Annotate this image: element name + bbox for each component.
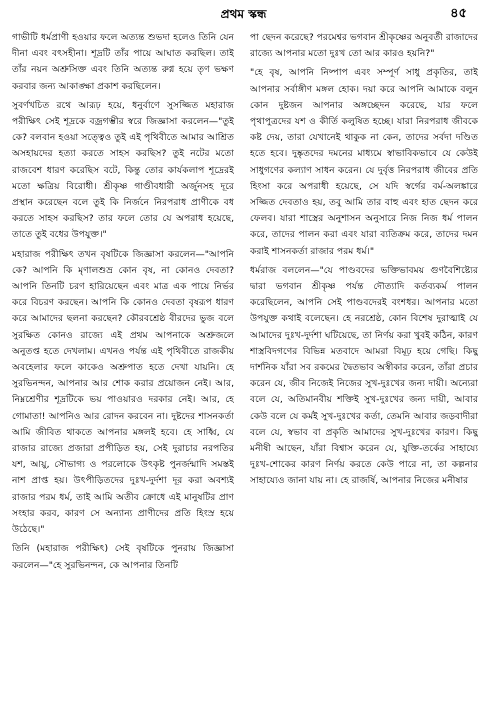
left-column [12, 30, 234, 706]
paragraph: ধর্মরাজ বললেন—"যে পাণ্ডবদের ভক্তিভাবময় গুণবৈশিষ্ট্যের দ্বারা ভগবান শ্রীকৃষ্ণ পর্যন্ত দৌত্যাদি কর্তব্যকর্ম পালন করেছিলেন, আপনি সেই পাণ্ডবদেরই বংশধর। আপনার মতো উপযুক্ত কথাই বলেছেন। হে নরশ্রেষ্ঠ, কোন বিশেষ দুরাত্মাই যে আমাদের দুঃখ-দুর্দশা ঘটিয়েছে, তা নির্ণয় করা খুবই কঠিন, কারণ শাস্ত্রবিদগণের বিভিন্ন মতবাদে আমরা বিমূঢ় হয়ে গেছি। কিছু দার্শনিক যাঁরা সব রকমের দ্বৈতভাব অস্বীকার করেন, তাঁরা প্রচার করেন যে, জীব নিজেই নিজের সুখ-দুঃখের জন্য দায়ী। অন্যেরা বলে যে, অতিমানবীয় শক্তিই সুখ-দুঃখের জন্য দায়ী, আবার কেউ বলে যে কর্মই সুখ-দুঃখের কর্তা, তেমনি আবার জড়বাদীরা বলে যে, স্বভাব বা প্রকৃতি আমাদের সুখ-দুঃখের কারণ। কিছু মনীষী আছেন, যাঁরা বিশ্বাস করেন যে, যুক্তি-তর্কের সাহায্যে দুঃখ-শোকের কারণ নির্ণয় করতে কেউ পারে না, তা কল্পনার সাহায্যেও জানা যায় না। হে রাজর্ষি, আপনার নিজের মনীষার [250, 264, 478, 487]
page-header [0, 4, 487, 24]
paragraph: "হে বৃষ, আপনি নিষ্পাপ এবং সম্পূর্ণ সাধু প্রকৃতির, তাই আপনার সর্বাঙ্গীণ মঙ্গল হোক। দয়া করে আপনি আমাকে বলুন কোন দুষ্টজন আপনার অঙ্গচ্ছেদন করেছে, যার ফলে পৃথাপুত্রদের যশ ও কীর্তি কলুষিত হচ্ছে। যারা নিরপরাধ জীবকে কষ্ট দেয়, তারা যেখানেই থাকুক না কেন, তাদের সর্বদা দণ্ডিত হতে হবে। দুষ্কৃতদের দমনের মাধ্যমে স্বাভাবিকভাবে যে কেউই সাধুগণের কল্যাণ সাধন করেন। যে দুর্বৃত্ত নিরপরাধ জীবের প্রতি হিংসা করে অপরাধী হয়েছে, সে যদি স্বর্গের বর্ম-অলঙ্কারে সজ্জিত দেবতাও হয়, তবু আমি তার বাহু এবং হাত ছেদন করে ফেলব। যারা শাস্ত্রের অনুশাসন অনুসারে নিজ নিজ ধর্ম পালন করে, তাদের পালন করা এবং যারা ব্যতিক্রম করে, তাদের দমন করাই শাসনকর্তা রাজার পরম ধর্ম।" [250, 67, 478, 257]
paragraph: মহারাজ পরীক্ষিৎ তখন বৃষটিকে জিজ্ঞাসা করলেন—"আপনি কে? আপনি কি মৃণালশুভ্র কোন বৃষ, না কোনও দেবতা? আপনি তিনটি চরণ হারিয়েছেন এবং মাত্র এক পায়ে নির্ভর করে বিচরণ করছেন। আপনি কি কোনও দেবতা বৃষরূপ ধারণ করে আমাদের ছলনা করছেন? কৌরবশ্রেষ্ঠ বীরদের ভুজ বলে সুরক্ষিত কোনও রাজ্যে এই প্রথম আপনাকে অশ্রুজলে অনুতপ্ত হতে দেখলাম। এখনও পর্যন্ত এই পৃথিবীতে রাজকীয় অবহেলার ফলে কাকেও অশ্রুপাত হতে দেখা যায়নি। হে সুরভিনন্দন, আপনার আর শোক করার প্রয়োজন নেই। আর, নিম্নশ্রেণীর শূদ্রটিকে ভয় পাওয়ারও দরকার নেই। আর, হে গোমাতা! আপনিও আর রোদন করবেন না। দুষ্টদের শাসনকর্তা আমি জীবিত থাকতে আপনার মঙ্গলই হবে। হে সাধ্বি, যে রাজার রাজ্যে প্রজারা প্রপীড়িত হয়, সেই দুরাচার নরপতির যশ, আয়ু, সৌভাগ্য ও পরলোকে উৎকৃষ্ট পুনর্জন্মাদি সমস্তই নাশ প্রাপ্ত হয়। উৎপীড়িতদের দুঃখ-দুর্দশা দূর করা অবশ্যই রাজার পরম ধর্ম, তাই আমি অতীব ক্রোধে এই মানুষটির প্রাণ সংহার করব, কারণ সে অন্যান্য প্রাণীদের প্রতি হিংস্র হয়ে উঠেছে।" [12, 248, 234, 536]
right-column [250, 30, 478, 706]
paragraph: সুবর্ণখচিত রথে আরূঢ় হয়ে, ধনুর্বাণে সুসজ্জিত মহারাজ পরীক্ষিৎ সেই শূদ্রকে বজ্রগম্ভীর স্বরে জিজ্ঞাসা করলেন—"তুই কে? বলবান হওয়া সত্ত্বেও তুই এই পৃথিবীতে আমার আশ্রিত অসহায়দের হত্যা করতে সাহস করছিস? তুই নটের মতো রাজবেশ ধারণ করেছিস বটে, কিন্তু তোর কার্যকলাপ শূদ্রেরই মতো ক্ষত্রিয় বিরোধী। শ্রীকৃষ্ণ গাণ্ডীবধারী অর্জুনসহ দূরে প্রস্থান করেছেন বলে তুই কি নির্জনে নিরপরাধ প্রাণীকে বধ করতে সাহস করছিস? তার ফলে তোর যে অপরাধ হয়েছে, তাতে তুই বধের উপযুক্ত।" [12, 99, 234, 241]
paragraph: গাভীটি ধর্মপ্রাণী হওয়ার ফলে অত্যন্ত শুভদা হলেও তিনি যেন দীনা এবং বৎসহীনা। শূদ্রটি তাঁর পায়ে আঘাত করছিল। তাই তাঁর নয়ন অশ্রুসিক্ত এবং তিনি অত্যন্ত রুগ্ন হয়ে তৃণ ভক্ষণ করবার জন্য আকাঙ্ক্ষা প্রকাশ করছিলেন। [12, 32, 234, 92]
paragraph: তিনি (মহারাজ পরীক্ষিৎ) সেই বৃষটিকে পুনরায় জিজ্ঞাসা করলেন—"হে সুরভিনন্দন, কে আপনার তিনটি [12, 543, 234, 571]
paragraph: পা ছেদন করেছে? পরমেশ্বর ভগবান শ্রীকৃষ্ণের অনুবর্তী রাজাদের রাজ্যে আপনার মতো দুঃখ তো আর কারও হয়নি?" [250, 32, 478, 60]
page-number: ৪৫ [450, 6, 467, 21]
chapter-title: প্রথম স্কন্ধ [220, 7, 267, 21]
